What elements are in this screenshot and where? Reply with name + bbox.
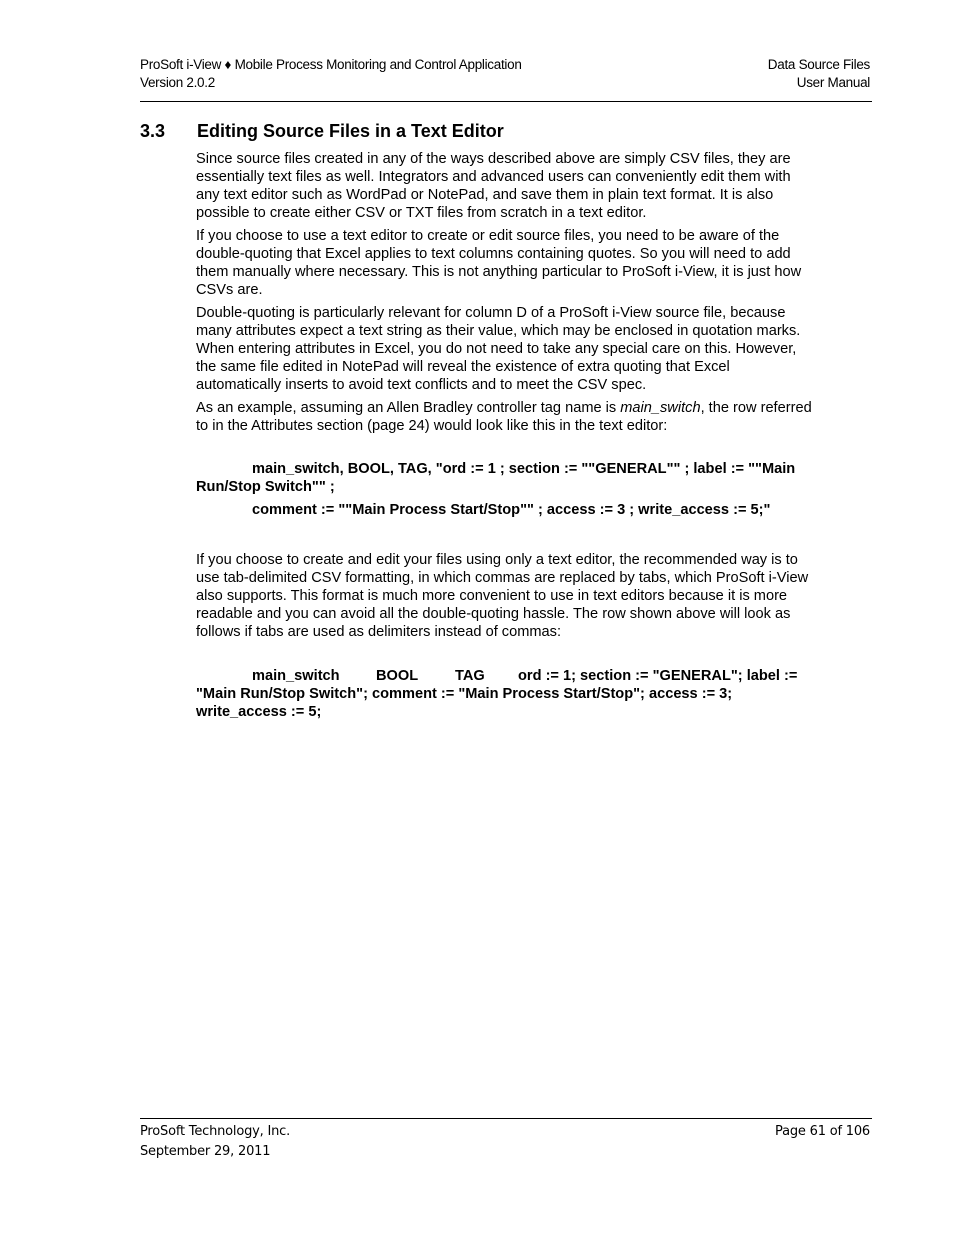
section-number: 3.3 — [140, 121, 166, 141]
csv-code-line-1: main_switch, BOOL, TAG, "ord := 1 ; section := ""GENERAL"" ; label := ""Main Run/Stop Switch"" ; — [196, 461, 796, 495]
paragraph-tab-delimited: If you choose to create and edit your files using only a text editor, the recommended way is to use tab-delimited CSV formatting, in which commas are replaced by tabs, which ProSoft i-View also supports. This format is much more convenient to use in text editors because it is more readable and you can avoid all the double-quoting hassle. The row shown above will look as follows if tabs are used as delimiters instead of commas: — [196, 552, 809, 640]
footer-divider — [140, 1118, 872, 1119]
tab-code-col-kind: TAG — [455, 668, 485, 684]
footer-page-number: Page 61 of 106 — [775, 1124, 870, 1139]
csv-code-line-2: comment := ""Main Process Start/Stop"" ; access := 3 ; write_access := 5;" — [252, 502, 771, 518]
header-chapter: Data Source Files — [767, 57, 870, 72]
example-text-before: As an example, assuming an Allen Bradley controller tag name is — [196, 400, 621, 416]
paragraph-intro: Since source files created in any of the ways described above are simply CSV files, they are essentially text files as well. Integrators and advanced users can conveniently edit them with any text editor such as WordPad or NotePad, and save them in plain text format. It is also possible to create either CSV or TXT files from scratch in a text editor. — [196, 151, 791, 221]
footer-company: ProSoft Technology, Inc. — [140, 1124, 291, 1139]
example-tag-name: main_switch — [620, 400, 701, 416]
example-text-after: , the row referred to in the Attributes section (page 24) would look like this in the text editor: — [196, 400, 812, 434]
footer-date: September 29, 2011 — [140, 1144, 271, 1159]
tab-code-block — [196, 667, 816, 721]
paragraph-column-d: Double-quoting is particularly relevant for column D of a ProSoft i-View source file, because many attributes expect a text string as their value, which may be enclosed in quotation marks. When entering attributes in Excel, you do not need to take any special care on this. However, the same file edited in NotePad will reveal the existence of extra quoting that Excel automatically inserts to avoid text conflicts and to meet the CSV spec. — [196, 305, 801, 393]
paragraph-double-quoting: If you choose to use a text editor to create or edit source files, you need to be aware of the double-quoting that Excel applies to text columns containing quotes. So you will need to add them manually where necessary. This is not anything particular to ProSoft i-View, it is just how CSVs are. — [196, 228, 802, 298]
header-right — [768, 56, 870, 92]
header-doc-type: User Manual — [796, 75, 870, 90]
header-product-title: ProSoft i-View ♦ Mobile Process Monitoring and Control Application — [140, 57, 522, 72]
section-body — [196, 150, 816, 726]
paragraph-example — [196, 399, 816, 435]
header-divider — [140, 101, 872, 102]
footer-right — [775, 1122, 870, 1142]
header-version: Version 2.0.2 — [140, 75, 215, 90]
tab-code-col-name: main_switch — [252, 668, 340, 684]
section-title: Editing Source Files in a Text Editor — [197, 121, 504, 141]
section-heading — [140, 120, 504, 142]
page-header — [140, 56, 870, 96]
tab-code-col-type: BOOL — [376, 668, 419, 684]
header-left — [140, 56, 522, 92]
tab-code-col-attributes: ord := 1; section := "GENERAL"; label := "Main Run/Stop Switch"; comment := "Main Process Start/Stop"; access := 3; write_access := 5; — [196, 668, 798, 720]
footer-left — [140, 1122, 290, 1162]
